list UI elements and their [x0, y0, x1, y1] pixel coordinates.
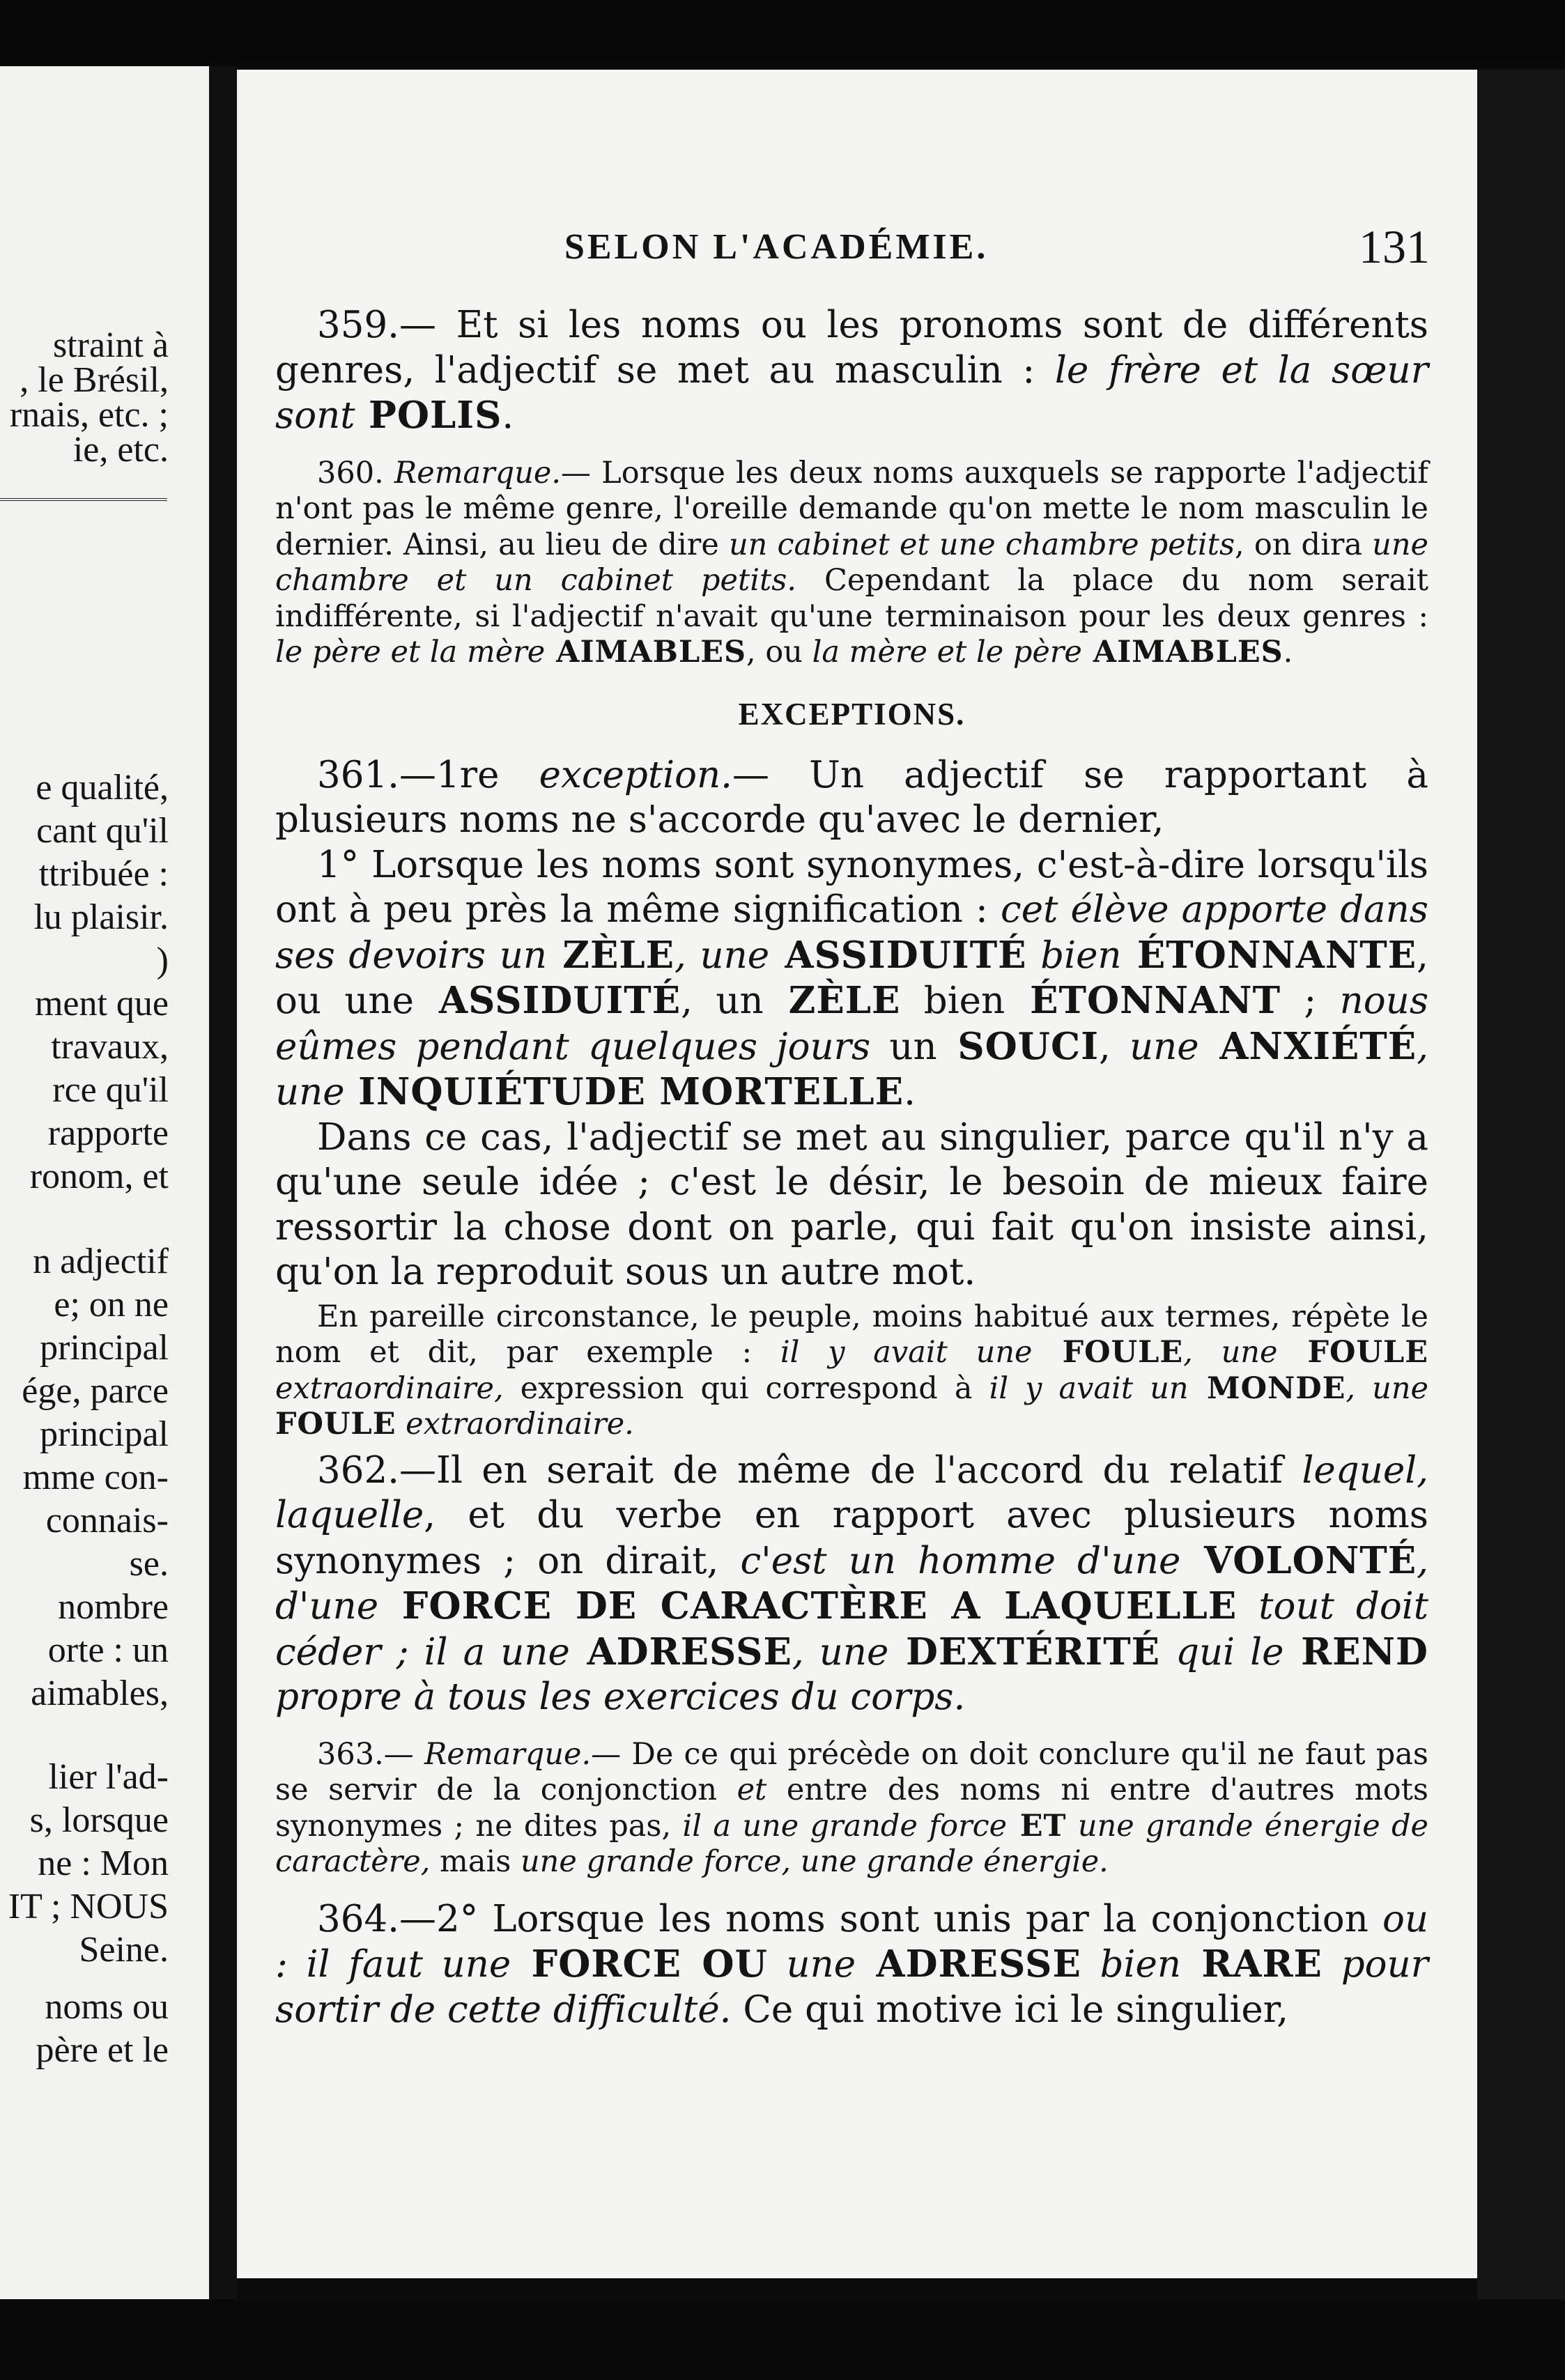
- smallcaps-text: VOLONTÉ: [1180, 1538, 1417, 1582]
- left-line: e qualité,: [36, 768, 169, 808]
- left-line: ): [156, 941, 169, 980]
- example-text: qui le: [1160, 1630, 1284, 1674]
- left-line: rnais, etc. ;: [9, 395, 169, 435]
- left-double-rule: [0, 498, 167, 501]
- page-number: 131: [1359, 220, 1430, 273]
- paragraph-362: [275, 1448, 1428, 1720]
- text-run: Il en serait de même de l'accord du relatif: [436, 1448, 1302, 1492]
- example-text: , une: [1346, 1370, 1429, 1406]
- left-line: ttribuée :: [38, 854, 169, 894]
- book-page: [237, 70, 1477, 2278]
- example-text: et: [737, 1772, 767, 1807]
- text-run: — Un adjectif se rapportant à plusieurs noms ne s'accorde qu'avec le dernier,: [275, 753, 1429, 841]
- left-line: noms ou: [45, 1987, 169, 2027]
- smallcaps-text: FORCE DE CARACTÈRE A LAQUELLE: [378, 1584, 1238, 1628]
- paragraph-363: [275, 1737, 1428, 1880]
- left-line: s, lorsque: [29, 1800, 169, 1840]
- left-page-fragment: [0, 66, 209, 2310]
- left-line: rapporte: [47, 1113, 169, 1153]
- remark-label: Remarque.: [413, 1736, 592, 1772]
- left-line: nombre: [58, 1587, 169, 1627]
- paragraph-360: [275, 456, 1428, 671]
- paragraph-361-1: [275, 843, 1428, 1115]
- text-run: .: [502, 394, 514, 437]
- text-run: bien: [900, 980, 1005, 1022]
- smallcaps-text: AIMABLES: [1081, 635, 1283, 670]
- left-line: orte : un: [47, 1630, 169, 1670]
- smallcaps-text: MONDE: [1188, 1370, 1346, 1406]
- smallcaps-text: ASSIDUITÉ: [769, 933, 1027, 977]
- exception-label: exception.: [499, 753, 732, 796]
- running-head-title: SELON L'ACADÉMIE.: [564, 227, 989, 267]
- paragraph-361-2: Dans ce cas, l'adjectif se met au singulier, parce qu'il n'y a qu'une seule idée ; c'est le désir, le besoin de mieux faire ressortir la chose dont on parle, qui fait qu'on insiste ainsi, qu'on la reproduit sous un autre mot.: [275, 1115, 1428, 1293]
- left-line: principal: [40, 1414, 169, 1454]
- smallcaps-text: SOUCI: [936, 1024, 1100, 1068]
- example-text: bien: [1081, 1943, 1181, 1986]
- text-run: expression qui correspond à: [503, 1370, 989, 1406]
- text-run: , un: [681, 980, 764, 1022]
- smallcaps-text: ÉTONNANT: [1005, 979, 1281, 1022]
- smallcaps-text: AIMABLES: [545, 635, 747, 670]
- example-text: cet élève apporte dans ses devoirs un: [275, 888, 1428, 977]
- left-line: , le Brésil,: [20, 360, 169, 400]
- text-run: Et si les noms ou les pronoms sont de différents genres, l'adjectif se met au masculin :: [275, 304, 1428, 392]
- text-run: , et du verbe en rapport avec plusieurs noms synonymes ; on dirait,: [275, 1494, 1428, 1582]
- paragraph-number: 364.—: [317, 1897, 437, 1940]
- left-line: IT ; NOUS: [8, 1887, 169, 1926]
- left-line: straint à: [52, 325, 169, 365]
- example-text: propre à tous les exercices du corps.: [275, 1676, 966, 1718]
- smallcaps-text: ZÈLE: [763, 979, 901, 1022]
- smallcaps-text: FOULE: [275, 1407, 396, 1442]
- text-run: Ce qui motive ici le singulier,: [731, 1988, 1289, 2031]
- paragraph-361: [275, 753, 1428, 843]
- left-line: e; on ne: [54, 1285, 169, 1324]
- smallcaps-text: FORCE OU: [511, 1942, 768, 1986]
- left-line: lu plaisir.: [33, 897, 169, 937]
- example-text: le frère et la sœur sont: [275, 348, 1428, 437]
- example-text: le père et la mère: [275, 635, 546, 670]
- smallcaps-text: INQUIÉTUDE MORTELLE: [344, 1070, 904, 1113]
- example-text: la mère et le père: [812, 635, 1082, 670]
- scan-bottom-border: [0, 2299, 1565, 2380]
- paragraph-364: [275, 1897, 1428, 2033]
- smallcaps-text: POLIS: [355, 394, 502, 437]
- text-run: , ou une: [275, 934, 1429, 1022]
- text-run: un: [870, 1025, 937, 1068]
- text-run: entre des noms ni entre d'autres mots synonymes ; ne dites pas,: [275, 1772, 1428, 1844]
- left-line: se.: [129, 1544, 169, 1584]
- left-line: rce qu'il: [52, 1070, 169, 1110]
- text-run: 1° Lorsque les noms sont synonymes, c'est-à-dire lorsqu'ils ont à peu près la même signification :: [275, 843, 1428, 931]
- smallcaps-text: DEXTÉRITÉ: [888, 1630, 1161, 1674]
- smallcaps-text: RARE: [1180, 1942, 1323, 1986]
- smallcaps-text: REND: [1283, 1630, 1428, 1674]
- example-text: , une: [275, 1025, 1429, 1113]
- example-text: , d'une: [275, 1539, 1428, 1628]
- page-body: [275, 303, 1428, 2032]
- book-gutter: [209, 66, 237, 2310]
- left-line: cant qu'il: [36, 811, 169, 851]
- left-line: travaux,: [51, 1027, 169, 1067]
- example-text: une: [1130, 1025, 1199, 1068]
- text-run: 2° Lorsque les noms sont unis par la conjonction: [436, 1897, 1382, 1940]
- example-text: ou : il faut une: [275, 1897, 1428, 1986]
- smallcaps-text: ANXIÉTÉ: [1198, 1024, 1417, 1068]
- example-text: une grande énergie de caractère,: [275, 1808, 1428, 1879]
- scan-right-border: [1477, 70, 1565, 2369]
- left-line: père et le: [36, 2030, 169, 2070]
- example-text: bien: [1026, 934, 1122, 977]
- text-run: .: [1283, 635, 1293, 670]
- left-line: ie, etc.: [72, 430, 169, 470]
- left-line: n adjectif: [33, 1242, 169, 1281]
- left-line: ronom, et: [29, 1157, 169, 1196]
- left-line: aimables,: [31, 1674, 169, 1713]
- example-text: , une: [792, 1630, 889, 1674]
- example-text: nous eûmes pendant quelques jours: [275, 980, 1429, 1068]
- example-text: extraordinaire,: [275, 1370, 504, 1406]
- left-line: connais-: [45, 1501, 169, 1540]
- paragraph-number: 359.—: [317, 304, 437, 346]
- example-text: , une: [1183, 1335, 1278, 1370]
- text-run: , on dira: [1235, 527, 1373, 562]
- paragraph-361-3: [275, 1299, 1428, 1443]
- example-text: pour sortir de cette difficulté.: [275, 1943, 1429, 2031]
- section-heading: EXCEPTIONS.: [738, 696, 966, 732]
- smallcaps-text: ADRESSE: [569, 1630, 792, 1674]
- text-run: — Lorsque les deux noms auxquels se rapporte l'adjectif n'ont pas le même genre, l'oreille demande qu'on mette le nom masculin le dernier. Ainsi, au lieu de dire: [275, 455, 1428, 562]
- ordinal: 1re: [436, 753, 500, 796]
- example-text: une: [767, 1943, 856, 1986]
- paragraph-359: [275, 303, 1428, 439]
- smallcaps-text: ÉTONNANTE: [1121, 933, 1417, 977]
- example-text: tout doit céder ; il a une: [275, 1585, 1428, 1674]
- left-line: Seine.: [79, 1930, 169, 1970]
- example-text: un cabinet et une chambre petits: [728, 527, 1235, 562]
- text-run: ;: [1281, 980, 1340, 1022]
- left-line: lier l'ad-: [48, 1757, 169, 1797]
- example-text: extraordinaire.: [396, 1407, 634, 1442]
- left-line: ment que: [34, 984, 169, 1023]
- smallcaps-text: FOULE: [1032, 1335, 1184, 1370]
- text-run: ,: [1099, 1025, 1130, 1068]
- left-line: principal: [40, 1328, 169, 1368]
- left-line: ége, parce: [22, 1371, 169, 1411]
- smallcaps-text: ET: [1007, 1808, 1067, 1844]
- text-run: — De ce qui précède on doit conclure qu'il ne faut pas se servir de la conjonction: [275, 1736, 1428, 1807]
- smallcaps-text: ASSIDUITÉ: [414, 979, 681, 1022]
- example-text: une chambre et un cabinet petits.: [275, 527, 1428, 598]
- text-run: mais: [430, 1844, 521, 1879]
- example-text: il y avait une: [780, 1335, 1033, 1370]
- example-text: une grande force, une grande énergie.: [520, 1844, 1109, 1879]
- paragraph-number: 361.—: [317, 753, 437, 796]
- example-text: , une: [674, 934, 770, 977]
- text-run: Cependant la place du nom serait indifférente, si l'adjectif n'avait qu'une terminaison pour les deux genres :: [275, 563, 1428, 634]
- smallcaps-text: ADRESSE: [856, 1942, 1081, 1986]
- left-line: ne : Mon: [38, 1844, 169, 1883]
- example-text: c'est un homme d'une: [740, 1539, 1181, 1582]
- left-line: mme con-: [22, 1458, 169, 1497]
- running-head: [237, 219, 1477, 275]
- scan-top-border: [0, 0, 1565, 66]
- remark-label: Remarque.: [394, 455, 562, 490]
- text-run: .: [904, 1071, 916, 1113]
- text-run: , ou: [746, 635, 812, 670]
- smallcaps-text: FOULE: [1277, 1335, 1428, 1370]
- example-text: il a une grande force: [682, 1808, 1008, 1844]
- example-text: il y avait un: [989, 1370, 1189, 1406]
- paragraph-number: 360.: [317, 455, 394, 490]
- paragraph-number: 363.—: [317, 1736, 414, 1772]
- example-text: lequel, laquelle: [275, 1448, 1428, 1536]
- paragraph-number: 362.—: [317, 1448, 437, 1492]
- smallcaps-text: ZÈLE: [546, 933, 674, 977]
- text-run: En pareille circonstance, le peuple, moins habitué aux termes, répète le nom et dit, par exemple :: [275, 1299, 1428, 1370]
